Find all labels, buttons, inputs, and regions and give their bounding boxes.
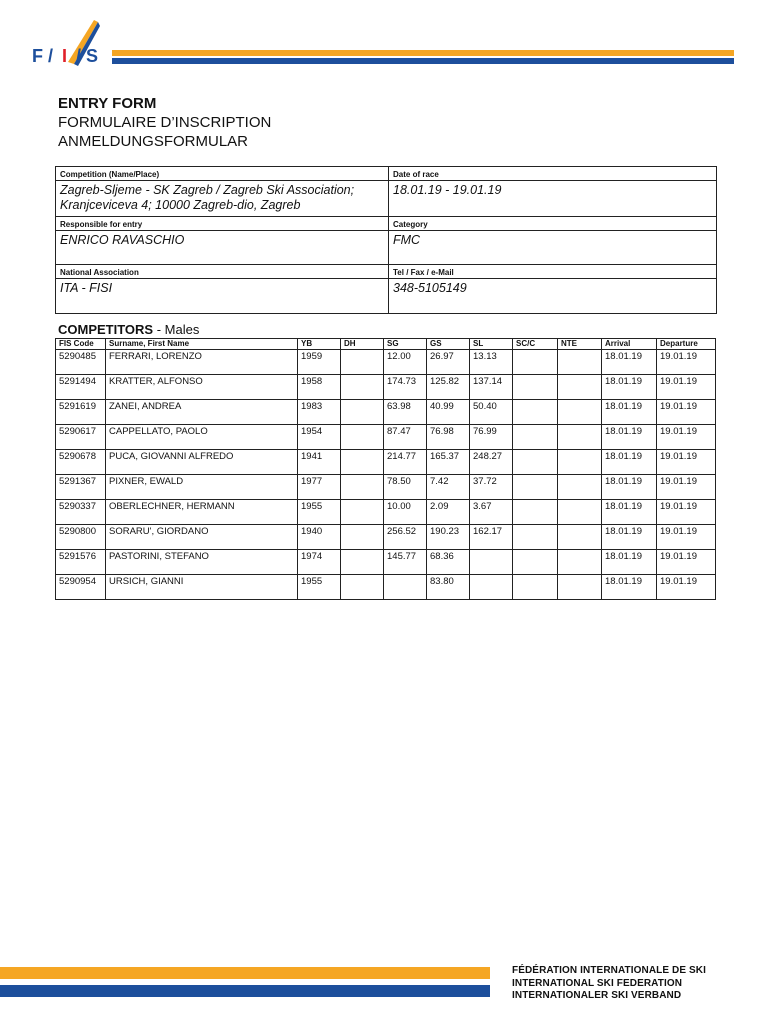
footer-gold-band: [0, 967, 490, 979]
cell-yb: 1955: [298, 500, 341, 525]
cell-yb: 1974: [298, 550, 341, 575]
responsible-value: ENRICO RAVASCHIO: [60, 233, 185, 247]
cell-fis-code: 5290678: [56, 450, 106, 475]
cell-departure: 19.01.19: [657, 475, 716, 500]
cell-departure: 19.01.19: [657, 550, 716, 575]
cell-nte: [558, 525, 602, 550]
cell-yb: 1941: [298, 450, 341, 475]
cell-arrival: 18.01.19: [602, 575, 657, 600]
cell-scc: [513, 350, 558, 375]
cell-name: OBERLECHNER, HERMANN: [106, 500, 298, 525]
svg-text:/: /: [76, 46, 82, 66]
date-value: 18.01.19 - 19.01.19: [393, 183, 502, 197]
title-english: ENTRY FORM: [58, 95, 157, 112]
table-row: [56, 475, 716, 500]
cell-dh: [341, 550, 384, 575]
competitors-heading: [58, 322, 199, 337]
cell-yb: 1959: [298, 350, 341, 375]
column-header-name: Surname, First Name: [106, 339, 298, 350]
cell-yb: 1983: [298, 400, 341, 425]
cell-arrival: 18.01.19: [602, 550, 657, 575]
cell-scc: [513, 525, 558, 550]
cell-fis-code: 5290617: [56, 425, 106, 450]
cell-sg: 145.77: [384, 550, 427, 575]
cell-nte: [558, 375, 602, 400]
cell-departure: 19.01.19: [657, 425, 716, 450]
svg-text:F: F: [32, 46, 43, 66]
cell-sl: 3.67: [470, 500, 513, 525]
cell-departure: 19.01.19: [657, 400, 716, 425]
cell-sl: 13.13: [470, 350, 513, 375]
table-row: [56, 375, 716, 400]
cell-nte: [558, 350, 602, 375]
federation-name-french: FÉDÉRATION INTERNATIONALE DE SKI: [512, 965, 706, 976]
cell-departure: 19.01.19: [657, 575, 716, 600]
table-row: [56, 550, 716, 575]
responsible-label: Responsible for entry: [56, 217, 388, 231]
column-header-nte: NTE: [558, 339, 602, 350]
column-header-sl: SL: [470, 339, 513, 350]
competition-label: Competition (Name/Place): [56, 167, 388, 181]
cell-gs: 125.82: [427, 375, 470, 400]
date-field[interactable]: [389, 181, 716, 217]
cell-dh: [341, 350, 384, 375]
cell-sg: 87.47: [384, 425, 427, 450]
cell-fis-code: 5291367: [56, 475, 106, 500]
cell-scc: [513, 450, 558, 475]
table-row: [56, 575, 716, 600]
cell-scc: [513, 500, 558, 525]
cell-nte: [558, 450, 602, 475]
cell-sl: [470, 550, 513, 575]
svg-text:/: /: [48, 46, 54, 66]
cell-nte: [558, 575, 602, 600]
cell-scc: [513, 375, 558, 400]
cell-yb: 1977: [298, 475, 341, 500]
cell-arrival: 18.01.19: [602, 425, 657, 450]
cell-nte: [558, 500, 602, 525]
table-row: [56, 500, 716, 525]
column-header-fis-code: FIS Code: [56, 339, 106, 350]
title-french: FORMULAIRE D’INSCRIPTION: [58, 114, 272, 131]
cell-nte: [558, 425, 602, 450]
form-row-competition: [56, 167, 716, 217]
cell-dh: [341, 450, 384, 475]
cell-arrival: 18.01.19: [602, 475, 657, 500]
cell-gs: 165.37: [427, 450, 470, 475]
cell-sg: 12.00: [384, 350, 427, 375]
cell-name: PUCA, GIOVANNI ALFREDO: [106, 450, 298, 475]
form-row-responsible: [56, 217, 716, 265]
cell-departure: 19.01.19: [657, 350, 716, 375]
cell-arrival: 18.01.19: [602, 400, 657, 425]
cell-sg: 78.50: [384, 475, 427, 500]
category-label: Category: [389, 217, 716, 231]
cell-gs: 68.36: [427, 550, 470, 575]
contact-label: Tel / Fax / e-Mail: [389, 265, 716, 279]
cell-fis-code: 5291576: [56, 550, 106, 575]
footer-blue-band: [0, 985, 490, 997]
cell-yb: 1958: [298, 375, 341, 400]
table-row: [56, 525, 716, 550]
svg-text:S: S: [86, 46, 99, 66]
cell-scc: [513, 550, 558, 575]
responsible-field[interactable]: [56, 231, 388, 265]
cell-departure: 19.01.19: [657, 375, 716, 400]
cell-yb: 1955: [298, 575, 341, 600]
table-row: [56, 350, 716, 375]
cell-name: FERRARI, LORENZO: [106, 350, 298, 375]
cell-sg: 256.52: [384, 525, 427, 550]
cell-name: URSICH, GIANNI: [106, 575, 298, 600]
category-value: FMC: [393, 233, 421, 247]
competition-line-1: Zagreb-Sljeme - SK Zagreb / Zagreb Ski Association;: [60, 183, 355, 197]
cell-dh: [341, 400, 384, 425]
competition-line-2: Kranjceviceva 4; 10000 Zagreb-dio, Zagreb: [60, 198, 301, 212]
cell-sl: [470, 575, 513, 600]
nation-label: National Association: [56, 265, 388, 279]
cell-gs: 190.23: [427, 525, 470, 550]
fis-logo: [28, 14, 108, 74]
cell-sg: 174.73: [384, 375, 427, 400]
cell-nte: [558, 400, 602, 425]
cell-name: ZANEI, ANDREA: [106, 400, 298, 425]
category-field[interactable]: [389, 231, 716, 265]
table-header-row: [56, 339, 716, 350]
cell-dh: [341, 525, 384, 550]
cell-gs: 26.97: [427, 350, 470, 375]
title-german: ANMELDUNGSFORMULAR: [58, 133, 249, 150]
cell-gs: 76.98: [427, 425, 470, 450]
federation-name-german: INTERNATIONALER SKI VERBAND: [512, 990, 682, 1001]
federation-name-english: INTERNATIONAL SKI FEDERATION: [512, 977, 683, 989]
cell-gs: 83.80: [427, 575, 470, 600]
cell-sg: [384, 575, 427, 600]
column-header-departure: Departure: [657, 339, 716, 350]
cell-arrival: 18.01.19: [602, 525, 657, 550]
column-header-gs: GS: [427, 339, 470, 350]
table-row: [56, 450, 716, 475]
column-header-yb: YB: [298, 339, 341, 350]
cell-sg: 10.00: [384, 500, 427, 525]
cell-scc: [513, 425, 558, 450]
cell-fis-code: 5290337: [56, 500, 106, 525]
cell-name: PIXNER, EWALD: [106, 475, 298, 500]
cell-name: SORARU', GIORDANO: [106, 525, 298, 550]
cell-dh: [341, 475, 384, 500]
cell-departure: 19.01.19: [657, 525, 716, 550]
cell-nte: [558, 550, 602, 575]
competition-field[interactable]: [56, 181, 388, 217]
column-header-arrival: Arrival: [602, 339, 657, 350]
cell-scc: [513, 575, 558, 600]
cell-fis-code: 5291619: [56, 400, 106, 425]
cell-fis-code: 5290485: [56, 350, 106, 375]
cell-sg: 63.98: [384, 400, 427, 425]
cell-sl: 137.14: [470, 375, 513, 400]
cell-name: CAPPELLATO, PAOLO: [106, 425, 298, 450]
cell-arrival: 18.01.19: [602, 450, 657, 475]
nation-value: ITA - FISI: [60, 281, 113, 295]
cell-yb: 1954: [298, 425, 341, 450]
cell-name: KRATTER, ALFONSO: [106, 375, 298, 400]
contact-field[interactable]: [389, 279, 716, 313]
cell-sl: 50.40: [470, 400, 513, 425]
cell-fis-code: 5291494: [56, 375, 106, 400]
cell-sl: 162.17: [470, 525, 513, 550]
svg-text:I: I: [62, 46, 68, 66]
competitors-heading-bold: COMPETITORS: [58, 322, 154, 337]
cell-nte: [558, 475, 602, 500]
header-gold-band: [112, 50, 734, 56]
cell-gs: 7.42: [427, 475, 470, 500]
cell-yb: 1940: [298, 525, 341, 550]
form-row-nation: [56, 265, 716, 313]
cell-fis-code: 5290954: [56, 575, 106, 600]
nation-field[interactable]: [56, 279, 388, 313]
cell-dh: [341, 425, 384, 450]
cell-gs: 40.99: [427, 400, 470, 425]
column-header-dh: DH: [341, 339, 384, 350]
cell-dh: [341, 375, 384, 400]
competitors-heading-suffix: - Males: [153, 322, 200, 337]
contact-value: 348-5105149: [393, 281, 467, 295]
column-header-sg: SG: [384, 339, 427, 350]
cell-departure: 19.01.19: [657, 500, 716, 525]
column-header-scc: SC/C: [513, 339, 558, 350]
cell-arrival: 18.01.19: [602, 350, 657, 375]
federation-names: [512, 965, 706, 1003]
date-label: Date of race: [389, 167, 716, 181]
cell-gs: 2.09: [427, 500, 470, 525]
cell-scc: [513, 475, 558, 500]
cell-sg: 214.77: [384, 450, 427, 475]
cell-departure: 19.01.19: [657, 450, 716, 475]
cell-name: PASTORINI, STEFANO: [106, 550, 298, 575]
entry-form-box: [55, 166, 717, 314]
cell-dh: [341, 500, 384, 525]
cell-sl: 248.27: [470, 450, 513, 475]
cell-arrival: 18.01.19: [602, 500, 657, 525]
cell-arrival: 18.01.19: [602, 375, 657, 400]
cell-sl: 37.72: [470, 475, 513, 500]
form-titles: [58, 94, 271, 151]
competitors-table: [55, 338, 716, 600]
header-blue-band: [112, 58, 734, 64]
cell-fis-code: 5290800: [56, 525, 106, 550]
table-row: [56, 400, 716, 425]
cell-dh: [341, 575, 384, 600]
cell-scc: [513, 400, 558, 425]
cell-sl: 76.99: [470, 425, 513, 450]
table-row: [56, 425, 716, 450]
